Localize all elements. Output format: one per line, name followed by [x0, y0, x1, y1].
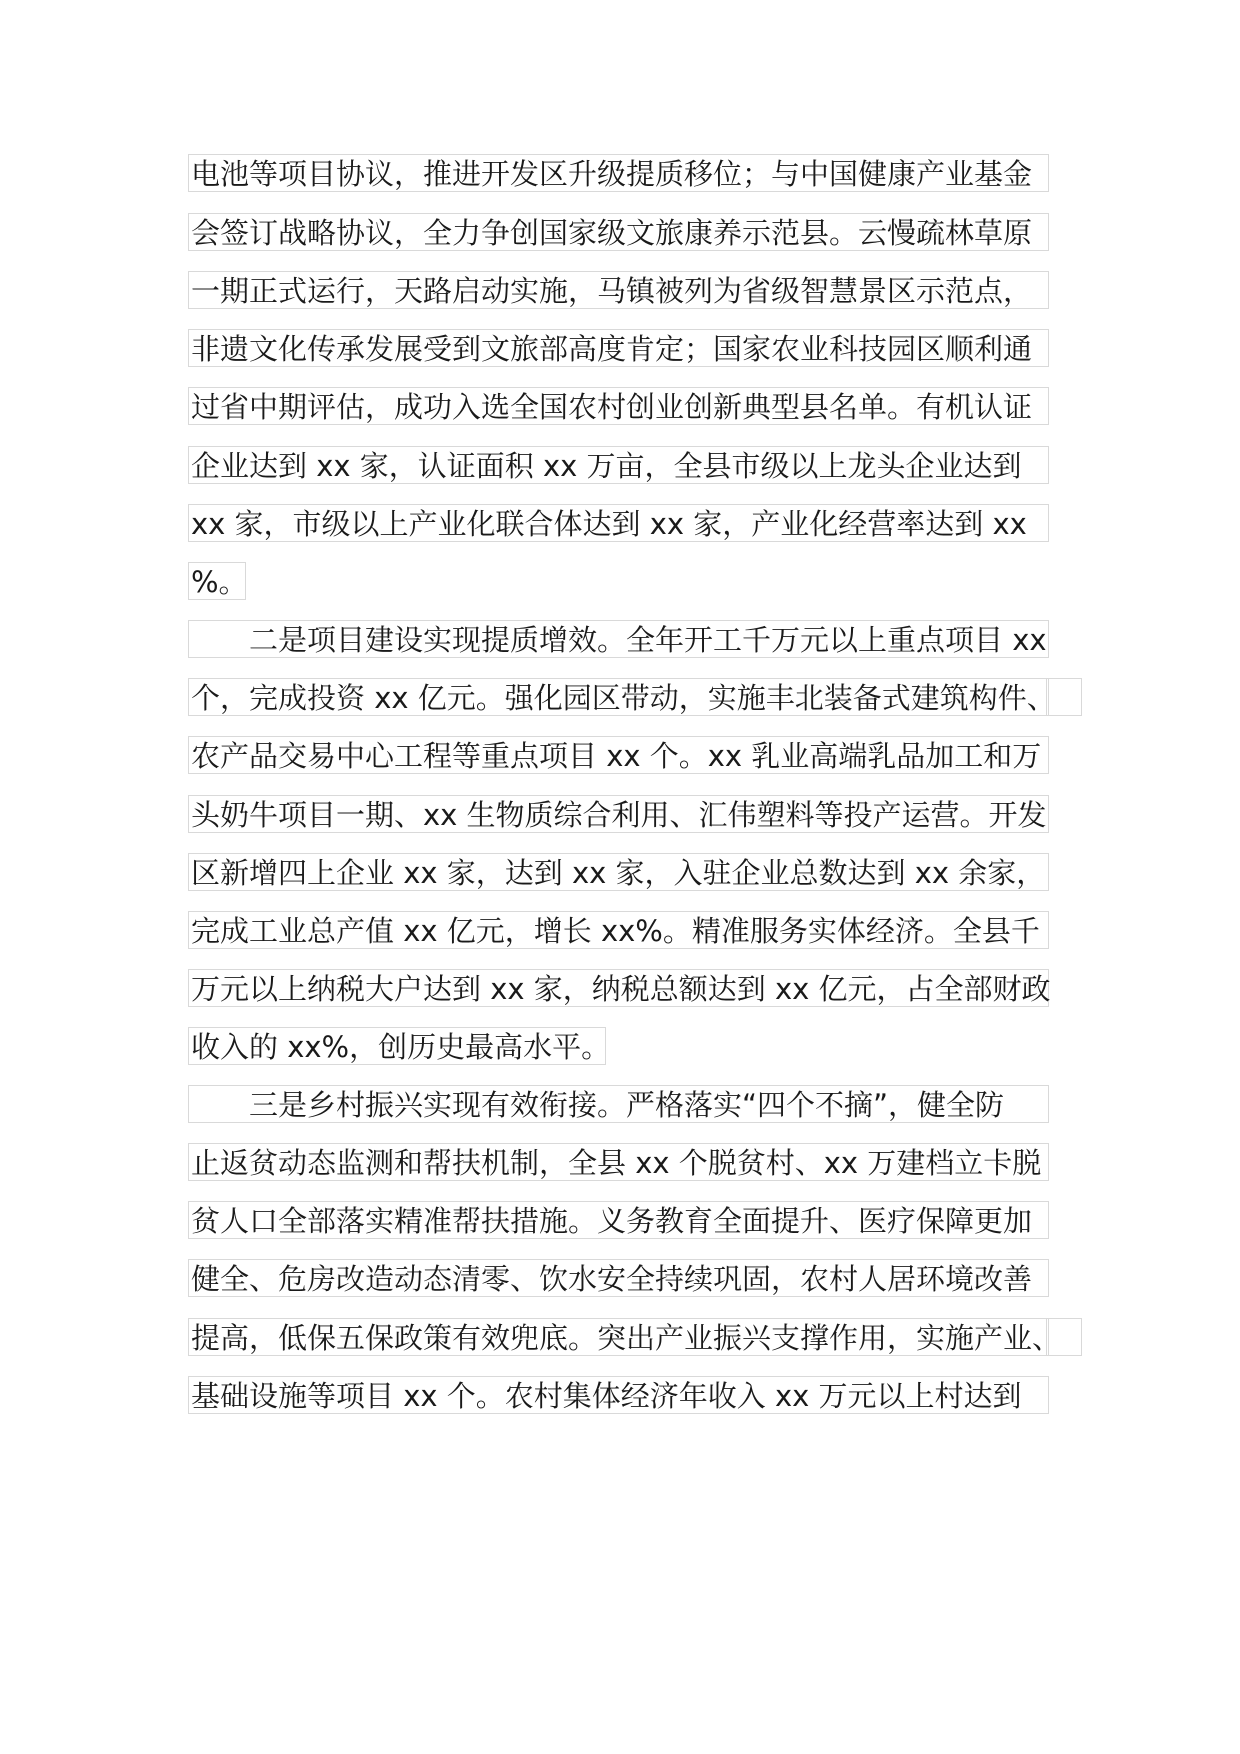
- trailing-punctuation-box: [1046, 1318, 1082, 1356]
- text-line: 个，完成投资 xx 亿元。强化园区带动，实施丰北装备式建筑构件、: [188, 678, 1049, 716]
- text-line: 会签订战略协议，全力争创国家级文旅康养示范县。云慢疏林草原: [188, 213, 1049, 251]
- text-line: 区新增四上企业 xx 家，达到 xx 家，入驻企业总数达到 xx 余家，: [188, 853, 1049, 891]
- text-line: 企业达到 xx 家，认证面积 xx 万亩，全县市级以上龙头企业达到: [188, 446, 1049, 484]
- text-line: 农产品交易中心工程等重点项目 xx 个。xx 乳业高端乳品加工和万: [188, 736, 1049, 774]
- text-line: 止返贫动态监测和帮扶机制，全县 xx 个脱贫村、xx 万建档立卡脱: [188, 1143, 1049, 1181]
- text-line: 完成工业总产值 xx 亿元，增长 xx%。精准服务实体经济。全县千: [188, 911, 1049, 949]
- trailing-punctuation-box: [1046, 678, 1082, 716]
- paragraph-first-line: 三是乡村振兴实现有效衔接。严格落实“四个不摘”，健全防: [188, 1085, 1049, 1123]
- text-line: 基础设施等项目 xx 个。农村集体经济年收入 xx 万元以上村达到: [188, 1376, 1049, 1414]
- text-line: 电池等项目协议，推进开发区升级提质移位；与中国健康产业基金: [188, 154, 1049, 192]
- text-line: 一期正式运行，天路启动实施，马镇被列为省级智慧景区示范点，: [188, 271, 1049, 309]
- text-line: 过省中期评估，成功入选全国农村创业创新典型县名单。有机认证: [188, 387, 1049, 425]
- paragraph-first-line: 二是项目建设实现提质增效。全年开工千万元以上重点项目 xx: [188, 620, 1049, 658]
- text-line: 收入的 xx%，创历史最高水平。: [188, 1027, 606, 1065]
- text-line: 提高，低保五保政策有效兜底。突出产业振兴支撑作用，实施产业、: [188, 1318, 1049, 1356]
- text-line: 非遗文化传承发展受到文旅部高度肯定；国家农业科技园区顺利通: [188, 329, 1049, 367]
- text-line: 贫人口全部落实精准帮扶措施。义务教育全面提升、医疗保障更加: [188, 1201, 1049, 1239]
- text-line: 万元以上纳税大户达到 xx 家，纳税总额达到 xx 亿元，占全部财政: [188, 969, 1049, 1007]
- text-line: %。: [188, 562, 246, 600]
- text-line: xx 家，市级以上产业化联合体达到 xx 家，产业化经营率达到 xx: [188, 504, 1049, 542]
- text-line: 健全、危房改造动态清零、饮水安全持续巩固，农村人居环境改善: [188, 1259, 1049, 1297]
- text-line: 头奶牛项目一期、xx 生物质综合利用、汇伟塑料等投产运营。开发: [188, 795, 1049, 833]
